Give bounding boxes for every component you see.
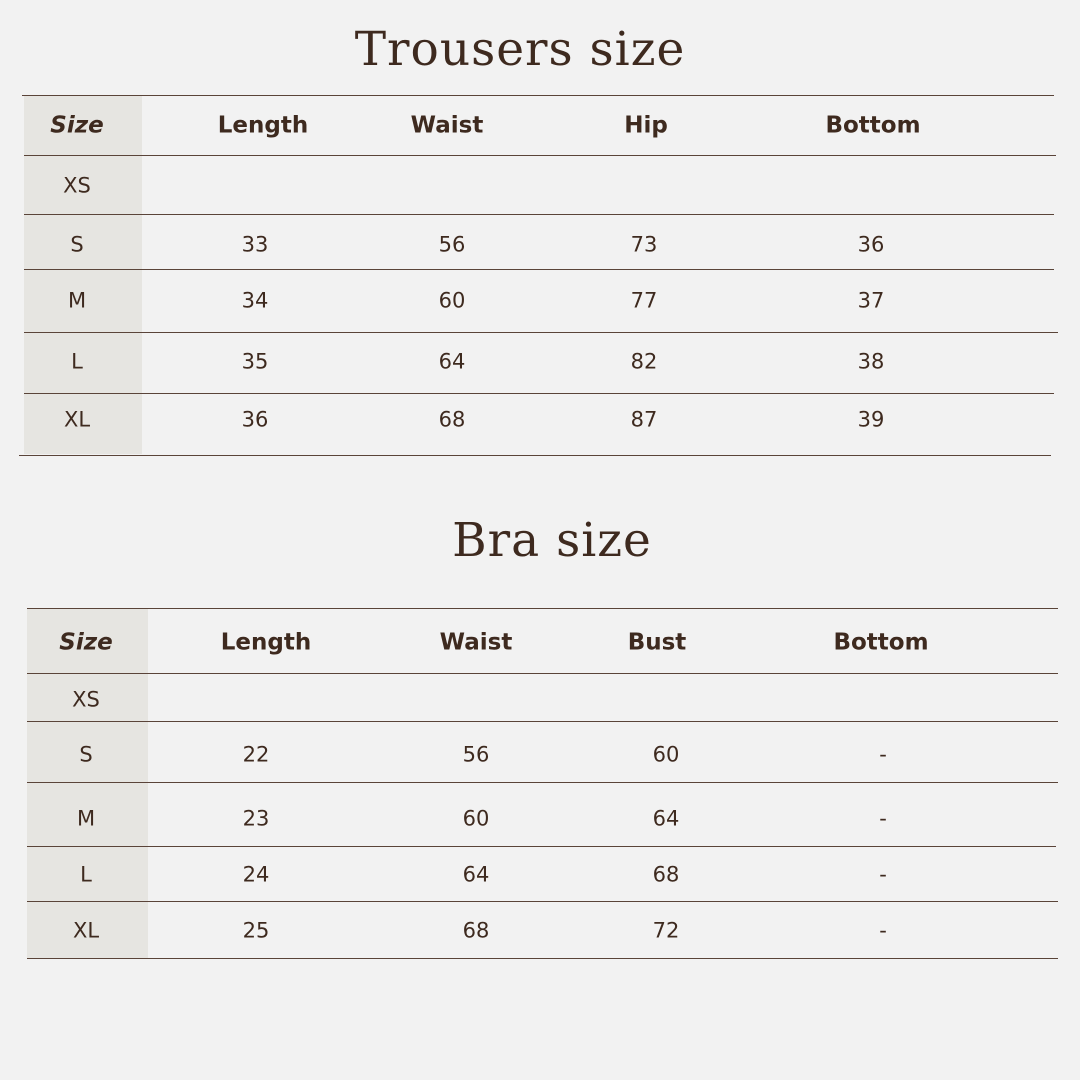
trousers-row-divider [24, 269, 1054, 270]
bra-cell-bottom: - [879, 918, 887, 943]
bra-size-label-m: M [76, 806, 96, 831]
trousers-title: Trousers size [354, 22, 686, 77]
bra-header-bottom: Bottom [833, 629, 929, 656]
trousers-cell-hip: 77 [630, 288, 658, 313]
bra-size-column-bg [27, 609, 148, 958]
trousers-row-divider [22, 95, 1054, 96]
trousers-size-label-xs: XS [63, 173, 91, 198]
trousers-header-size: Size [50, 112, 104, 139]
bra-row-divider [27, 608, 1058, 609]
trousers-size-label-s: S [70, 232, 84, 257]
trousers-cell-length: 36 [241, 407, 269, 432]
trousers-cell-length: 35 [241, 349, 269, 374]
trousers-cell-hip: 73 [630, 232, 658, 257]
bra-cell-length: 25 [242, 918, 270, 943]
bra-row-divider [27, 958, 1058, 959]
trousers-cell-waist: 68 [438, 407, 466, 432]
bra-header-length: Length [220, 629, 312, 656]
trousers-cell-bottom: 37 [857, 288, 885, 313]
bra-header-size: Size [59, 629, 113, 656]
bra-cell-bust: 60 [652, 742, 680, 767]
bra-row-divider [27, 901, 1058, 902]
bra-size-label-l: L [80, 862, 92, 887]
trousers-header-length: Length [217, 112, 309, 139]
bra-cell-bottom: - [879, 862, 887, 887]
bra-title: Bra size [452, 513, 652, 568]
bra-row-divider [27, 721, 1058, 722]
trousers-cell-bottom: 38 [857, 349, 885, 374]
bra-header-waist: Waist [439, 629, 513, 656]
trousers-header-bottom: Bottom [825, 112, 921, 139]
bra-cell-waist: 60 [462, 806, 490, 831]
bra-cell-bust: 68 [652, 862, 680, 887]
trousers-cell-waist: 64 [438, 349, 466, 374]
trousers-cell-waist: 60 [438, 288, 466, 313]
bra-cell-bust: 72 [652, 918, 680, 943]
bra-row-divider [27, 782, 1058, 783]
bra-row-divider [27, 673, 1058, 674]
trousers-size-label-xl: XL [63, 407, 91, 432]
bra-size-label-s: S [79, 742, 93, 767]
trousers-size-label-l: L [71, 349, 83, 374]
trousers-cell-length: 33 [241, 232, 269, 257]
bra-cell-bottom: - [879, 806, 887, 831]
trousers-size-column-bg [24, 96, 142, 454]
bra-cell-bust: 64 [652, 806, 680, 831]
trousers-cell-hip: 87 [630, 407, 658, 432]
trousers-cell-waist: 56 [438, 232, 466, 257]
bra-cell-length: 22 [242, 742, 270, 767]
bra-cell-length: 23 [242, 806, 270, 831]
trousers-row-divider [24, 332, 1058, 333]
trousers-row-divider [24, 214, 1054, 215]
bra-cell-bottom: - [879, 742, 887, 767]
trousers-cell-length: 34 [241, 288, 269, 313]
bra-cell-length: 24 [242, 862, 270, 887]
bra-cell-waist: 68 [462, 918, 490, 943]
trousers-row-divider [24, 393, 1054, 394]
bra-size-label-xl: XL [72, 918, 100, 943]
trousers-row-divider [19, 455, 1051, 456]
bra-size-label-xs: XS [72, 687, 100, 712]
trousers-cell-bottom: 36 [857, 232, 885, 257]
trousers-size-label-m: M [67, 288, 87, 313]
trousers-cell-hip: 82 [630, 349, 658, 374]
trousers-row-divider [24, 155, 1056, 156]
bra-cell-waist: 64 [462, 862, 490, 887]
bra-header-bust: Bust [627, 629, 687, 656]
bra-cell-waist: 56 [462, 742, 490, 767]
trousers-cell-bottom: 39 [857, 407, 885, 432]
trousers-header-waist: Waist [410, 112, 484, 139]
bra-row-divider [27, 846, 1056, 847]
trousers-header-hip: Hip [624, 112, 668, 139]
